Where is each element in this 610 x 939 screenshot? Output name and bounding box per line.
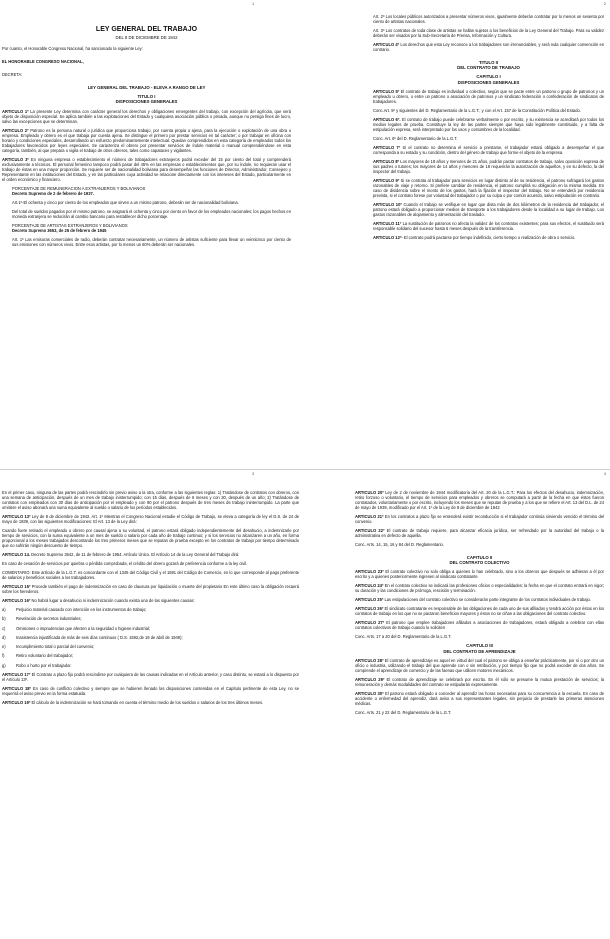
article-number: ARTICULO 17º [2,672,31,678]
article-number: ARTICULO 14. [2,552,30,557]
list-text: Incumplimiento total o parcial del convenio; [16,644,95,650]
titulo-name: DEL CONTRATO DE TRABAJO [457,65,520,71]
article-text: El patrono estará obligado a conceder al aprendiz las horas necesarias para su concurrencia a la escuela. En caso de accidente o enfermedad del aprendiz, dará aviso a sus representantes legales, sin perjuicio de prestarle las primeras atenciones médicas. [355,690,604,706]
article-text: El contrato de trabajo puede celebrarse verbalmente o por escrito, y su existencia se acreditará por todos los medios legales de prueba. Constituye la ley de las partes siempre que haya sido legalmente constituido, y a falta de estipulación expresa, será interpretado por los usos y costumbres de la localidad. [373,116,604,132]
note-paragraph: Art.1º-El ochenta y cinco por ciento de los empleados que sirven a un mismo patrono, deberán ser de nacionalidad boliviana. [12,199,239,205]
page-number: 2 [603,1,606,6]
article-29 [355,677,604,687]
concordance: Conc.Art. 5º y siguientes del D. Reglamentario de la L.G.T.; y con el Art. 157 de la Constitución Política del Estado. [373,107,581,113]
article-number: ARTICULO 3º [2,156,29,162]
article-text: Las estipulaciones del contrato colectivo se considerarán parte integrante de los contratos individuales de trabajo. [384,597,591,603]
note-heading: PORCENTAJE DE ARTISTAS EXTRANJEROS Y BOLIVIANOS [12,222,128,228]
article-number: ARTICULO 9º [373,177,400,183]
article-text: Cuando el trabajo se verifique en lugar que dista más de dos kilómetros de la residencia del trabajador, el patrono estará obligado a proporcionar medios de transporte a los trabajadores desde la localidad a su lugar de trabajo. Los gastos razonables de alojamiento y alimentación del traslado. [373,201,604,217]
concordance: Conc. Arts. 14, 15, 16 y 84 del D. Reglamentario. [355,542,444,547]
chapter-heading: CAPITULO I [476,74,501,80]
note-paragraph: Art. 3º Los contratos de toda clase de artistas se hallan sujetos a los beneficios de la Ley General del Trabajo. Para su validez deberán ser visados por la Sub-Secretaría de Prensa, Información y Cultura. [373,28,604,38]
note-paragraph: Del total de sueldos pagados por el mismo patrono, se asignará el ochenta y cinco por ciento en favor de los empleados nacionales; los pagos hechos en moneda extranjera se reducirán al cambio bancario para restablecer dicho porcentaje. [12,208,291,219]
article-number: ARTICULO 24º [355,583,384,589]
list-item [2,663,299,668]
article-5 [373,89,604,104]
article-10 [373,202,604,217]
chapter-name: DEL CONTRATO DE APRENDIZAJE [443,648,516,654]
article-text: No habrá lugar a desahucio ni indemnización cuando exista una de las siguientes causas: [31,598,195,603]
concordance: Conc. Arts. 21 y 22 del D. Reglamentario de la L.G.T. [355,709,452,715]
law-heading: LEY GENERAL DEL TRABAJO - ELEVA A RANGO DE LEY [87,85,206,90]
article-number: ARTICULO 1º [2,108,29,114]
article-22 [355,528,604,538]
article-number: ARTICULO 28º [355,657,384,663]
continuation-paragraph: En el primer caso, ninguna de las partes podrá rescindirlo sin previo aviso a la otra, conforme a las siguientes reglas: 1) Tratándose de contratos con obreros, con una semana de anticipación, después de un mes de trabajo ininterrumpido; con 15 días, después de 6 meses y con 30, después de un año; 2) Tratándose de contratos con empleados con 30 días de anticipación por el empleado y con 90 por el patrono después de tres meses de trabajo ininterrumpido. La parte que omitiere el aviso abonará una suma equivalente al sueldo o salario de los períodos establecidos. [2,490,299,510]
article-text: Si se contrata al trabajador para servicios en lugar distinto al de su residencia, el patrono sufragará los gastos razonables de viaje y retorno. Si prefiere cambiar de residencia, el patrono cumplirá su obligación en la misma medida. En caso de disidencia sobre el monto de los gastos, hará la fijación el inspector del trabajo. No se entenderá por residencia prevista, si el contrato forese por voluntad del trabajador o por su culpa o por común acuerdo, salvo estipulación en contrario. [373,177,604,198]
list-marker: b) [2,616,6,622]
article-number: ARTICULO 27º [355,620,385,626]
article-15 [2,584,299,594]
article-6 [373,117,604,132]
list-text: Perjuicio material causado con intención en los instrumentos de trabajo; [16,607,147,612]
article-number: ARTICULO 20º [355,490,384,495]
article-text: El cálculo de la indemnización se hará tomando en cuenta el término medio de los sueldos o salarios de los tres últimos meses. [31,700,264,706]
article-number: ARTICULO 15º [2,584,31,589]
document-date: DEL 8 DE DICIEMBRE DE 1942 [115,35,178,40]
list-item [2,644,299,649]
page-number: 3 [252,471,255,476]
article-21 [355,514,604,524]
article-4 [373,42,604,52]
article-text: Ley de 2 de noviembre de 1944 modificatoria del Art. 20 de la L.G.T.: Para los efectos del desahucio, indemnización, retiro forzoso o voluntario, el tiempo de servicios para empleados y obreros se computará a partir de la fecha en que éstos fueron contratados, voluntariamente o por escrito, incluyendo los meses que se reputan de prueba y a los que se refiere el Art. 13 del D.L. de 24 de mayo de 1939, modificado por el Art. 1º de la Ley de 8 de diciembre de 1942 [355,490,604,510]
article-number: ARTICULO 2º [2,127,29,133]
article-7 [373,145,604,155]
article-number: ARTICULO 18º [2,686,32,692]
article-text: En ninguna empresa o establecimiento el número de trabajadores extranjeros podrá exceder del 15 por ciento del total y comprenderá exclusivamente a técnicos. El personal femenino tampoco podrá pasar del 45% en las empresas o establecimientos que, por su índole, no requieran usar el trabajo de éstas en una mayor proporción. Se requiere ser de nacionalidad boliviana para desempeñar las funciones de Director, Administrador, Consejero y Representante en las instituciones del Estado, y en las particulares cuya actividad se relacione directamente con los intereses del Estado, particularmente en el orden económico y financiero. [2,156,291,182]
article-number: ARTICULO 11º [373,220,402,226]
list-item [2,635,299,640]
note-decree: Decreto Supremo de 2 de febrero de 1937. [12,190,94,196]
concordance: Conc. Arts. 17 a 20 del D. Reglamentario de la L.G.T. [355,634,452,640]
page-number: 1 [252,1,255,6]
page-4 [305,470,610,939]
article-text: Decreto Supremo 3642, de 11 de febrero de 1954. Artículo Único. El Artículo 14 de la Ley General del Trabajo dirá: [31,552,240,557]
note-paragraph: Art. 2º Los locales públicos autorizados a presentar números vivos, igualmente deberán contratar por lo menos un sesenta por ciento de artistas nacionales. [373,14,604,24]
article-1 [2,109,291,124]
article-13 [2,514,299,524]
article-28 [355,658,604,673]
article-8 [373,159,604,174]
list-item [2,653,299,658]
concordance: Conc. Art. 6º del D. Reglamentario de la L.G.T. [373,135,458,141]
list-text: Retiro voluntario del trabajador; [16,653,74,659]
article-text: En el contrato colectivo se indicará las profesiones oficios o especialidades; la fecha en que el contrato entrará en vigor; su duración y las condiciones de prórroga, rescisión y terminación. [355,583,605,594]
article-text: Procede también el pago de indemnización en caso de clausura por liquidación o muerte del propietario En este último caso la obligación recaerá sobre los herederos. [2,584,299,594]
article-24 [355,583,604,593]
causes-list [2,607,299,668]
article-text: El sindicato contratante es responsable de las obligaciones de cada uno de sus afiliados y tendrá acción por éstos en los contratos de trabajo en los que no se pactaron beneficios mayores y éstos no se ciñan a las obligaciones del contrato colectivo. [355,606,604,617]
article-number: ARTICULO 13º [2,514,31,519]
chapter-heading: CAPITULO II [466,555,493,560]
article-text: El Contrato a plazo fijo podrá rescindirse por cualquiera de las causas indicadas en el Artículo anterior, y caso distinto, se estará a lo dispuesto por el Artículo 13º. [2,672,299,683]
article-14 [2,552,299,557]
decreta-line: DECRETA: [2,72,23,77]
article-text: La sustitución de patronos no afecta la validez de los contratos existentes; para sus efectos, el sustituido será responsable solidario del sucesor hasta 6 meses después de la transferencia. [373,220,605,231]
article-number: ARTICULO 29º [355,676,385,682]
intro-paragraph: Por cuanto, el Honorable Congreso Nacional, ha sancionado la siguiente Ley: [2,46,143,51]
article-number: ARTICULO 26º [355,606,384,612]
article-16 [2,598,299,603]
article-text: El contrato de aprendizaje es aquel en virtud del cual el patrono se obliga a enseñar prácticamente, por sí o por otro un oficio o industria, utilizando el trabajo del que aprende con o sin retribución, y por tiempo fijo que no podrá exceder de dos años. Se comprende el aprendizaje de comercio y de las faenas que utilicen motores mecánicos. [355,657,604,673]
article-number: ARTICULO 7º [373,144,401,150]
article-text: El contrato de trabajo requiere, para alcanzar eficacia jurídica, ser refrendado por la autoridad del trabajo o la administrativa en defecto de aquella. [355,528,604,538]
article-number: ARTICULO 8º [373,158,400,164]
comment-paragraph: COMENTARIO: Este artículo de la L.G.T. es concordante con el 1345 del Código Civil y el 1591 del Código de Comercio, en lo que corresponde al pago preferente de salarios y beneficios sociales a los trabajadores. [2,570,299,580]
titulo-heading: TITULO I [137,94,156,100]
note-decree: Decreto Supremo 3653, de 25 de febrero de 1945 [12,227,107,233]
list-text: Inasistencia injustificada de más de seis días continuos ( D.S. 1592,de 19 de abril de 1949); [16,634,183,640]
congress-line: EL HONORABLE CONGRESO NACIONAL, [2,59,84,64]
article-text: Los derechos que esta Ley reconoce a los trabajadores son irrenunciables, y será nula cualquier convención en contrario. [373,42,604,52]
article-number: ARTICULO 6º. [373,116,401,122]
article-23 [355,569,604,579]
article-number: ARTICULO 16º [2,598,31,603]
list-item [2,616,299,621]
document-title: LEY GENERAL DEL TRABAJO [95,26,198,33]
page-2 [305,0,610,469]
article-number: ARTICULO 22º [355,528,385,533]
article-number: ARTICULO 4º [373,42,400,47]
article-number: ARTICULO 19º [2,700,31,706]
titulo-name: DISPOSICIONES GENERALES [115,99,178,105]
chapter-name: DEL CONTRATO COLECTIVO [449,560,510,566]
article-text: En los contratos a plazo fijo se entenderá existir reconducción si el trabajador continúa sirviendo vencido el término del convenio. [355,514,605,524]
note-heading: PORCENTAJE DE REMUNERACION A EXTRANJEROS Y BOLIVIANOS [12,185,146,191]
article-30 [355,691,604,706]
article-text: El patrono que emplee trabajadores afiliados a asociaciones de trabajadores, estará obligado a celebrar con ellas contratos colectivos de trabajo cuando lo soliciten [355,620,604,631]
article-number: ARTICULO 12º- [373,234,403,240]
list-text: Omisiones o imprudencias que afecten a la seguridad o higiene industrial; [16,625,151,631]
note-paragraph: Art. 1º Las emisoras comerciales de radio, deberán contratar necesariamente, un número de artistas suficiente para llevar un veinticinco por ciento de sus emisiones con números vivos. Entre esos artistas, por lo menos un 60% deberán ser nacionales. [12,236,291,247]
article-26 [355,606,604,616]
list-marker: f) [2,653,5,659]
article-27 [355,620,604,630]
article-12 [373,235,604,240]
article-text: La presente Ley determina con carácter general los derechos y obligaciones emergentes del trabajo, con excepción del agrícola, que será objeto de disposición especial. Se aplica también a las explotaciones del Estado y cualquiera asociación pública o privada, aunque no persiga fines de lucro, salvo las excepciones que se determinan. [2,108,291,124]
list-marker: c) [2,625,6,631]
article-number: ARTICULO 30º [355,690,384,696]
article-text: Si el contrato no determina el servicio a prestarse, el trabajador estará obligado a desempeñar el que corresponda a su estado y su condición, dentro del género de trabajo que forme el objeto de la empresa. [373,144,604,155]
list-marker: a) [2,607,6,612]
article-3 [2,157,291,182]
article-text: Los mayores de 18 años y menores de 21 años, podrán pactar contratos de trabajo, salvo oposición expresa de sus padres o tutores; los mayores de 14 años y menores de 18 requerirán la autorización de aquellos, y en su defecto, la del inspector del trabajo. [373,158,605,174]
list-text: Robo o hurto por el trabajador. [16,662,72,668]
article-25 [355,597,604,602]
page-number: 4 [603,471,606,476]
article-9 [373,178,604,198]
article-text: Patrono es la persona natural o jurídica que proporciona trabajo, por cuenta propia o ajena, para la ejecución o explotación de una obra o empresa. Empleado y obrero es el que trabaja por cuenta ajena. Se distingue el primero por prestar servicios en tal carácter; o por trabajar en oficina con horario y condiciones especiales, desarrollando un esfuerzo predominantemente intelectual. Quedan comprendidos en esta categoría de empleados todos los trabajadores favorecidos por leyes especiales. Se caracteriza el obrero por presentar servicios de índole material o manual comprendiéndose en esta categoría, también, al que prepara o vigila el trabajo de otros obreros, tales como capataces y vigilantes. [2,127,292,153]
article-text: El contrato podrá pactarse por tiempo indefinido, cierto tiempo o realización de obra o servicio. [403,234,576,240]
article-text: El contrato de aprendizaje se celebrará por escrito. En él sólo se presume la mutua prestación de servicios; la remuneración y demás modalidades del contrato se estipularán expresamente. [355,676,604,687]
list-marker: d) [2,634,6,640]
article-18 [2,686,299,696]
list-item [2,607,299,612]
article-2 [2,128,291,153]
article-paragraph: En caso de cesación de servicios por quiebra o pérdida comprobada, el crédito del obrero gozará de preferencia conforme a la ley civil. [2,561,248,566]
article-19 [2,700,299,705]
article-number: ARTICULO 23º [355,569,384,575]
article-text: En caso de conflicto colectivo y siempre que se hubieren llenado las disposiciones contenidas en el Capítulo pertinente de esta Ley, no se requerirá el aviso previo en la forma estatuida. [2,686,299,697]
article-20 [355,490,604,510]
article-text: Ley de 8 de diciembre de 1942. Art. 1º Mientras el Congreso Nacional estudie el Código de Trabajo, se eleva a categoría de ley el D.S. de 24 de mayo de 1939, con las siguientes modificaciones: El Art. 13 de la Ley dirá: [2,514,300,524]
article-17 [2,672,299,682]
list-item [2,626,299,631]
article-number: ARTICULO 21º [355,514,384,519]
article-number: ARTICULO 25º [355,597,384,603]
article-paragraph: Cuando fuere retirado el empleado u obrero por causal ajena a su voluntad, el patrono estará obligado independientemente del desahucio, a indemnizarle por tiempo de servicios, con la suma equivalente a un mes de sueldo o salario por cada año de trabajo continuo; y si los servicios no alcanzaren a un año, en forma proporcional a los meses trabajados descontando los tres primeros meses que se reputan de prueba excepto en los contratos de trabajo por tiempo determinado que no sufrirán ningún descuento de tiempo. [2,528,299,548]
article-number: ARTICULO 10º [373,201,402,207]
page-1 [0,0,305,469]
chapter-name: DISPOSICIONES GENERALES [457,79,520,85]
article-text: El contrato colectivo no solo obliga a quienes lo han celebrado, sino a los obreros que después se adhieran a él por escrito y a quienes posteriormente ingresen al sindicato contratante [355,569,604,580]
chapter-heading: CAPITULO III [466,643,493,649]
titulo-heading: TITULO II [478,60,499,65]
article-text: El contrato de trabajo es individual o colectivo, según que se pacte entre un patrono o grupo de patronos y un empleado u obrero, o entre un patrono o asociación de patronos y un sindicato federación o confederación de sindicatos de trabajadores. [373,88,604,104]
article-number: ARTICULO 5º [373,88,400,94]
list-marker: e) [2,644,6,650]
article-11 [373,221,604,231]
page-3 [0,470,305,939]
list-marker: g) [2,662,6,668]
list-text: Revelación de secretos industriales; [16,616,82,622]
